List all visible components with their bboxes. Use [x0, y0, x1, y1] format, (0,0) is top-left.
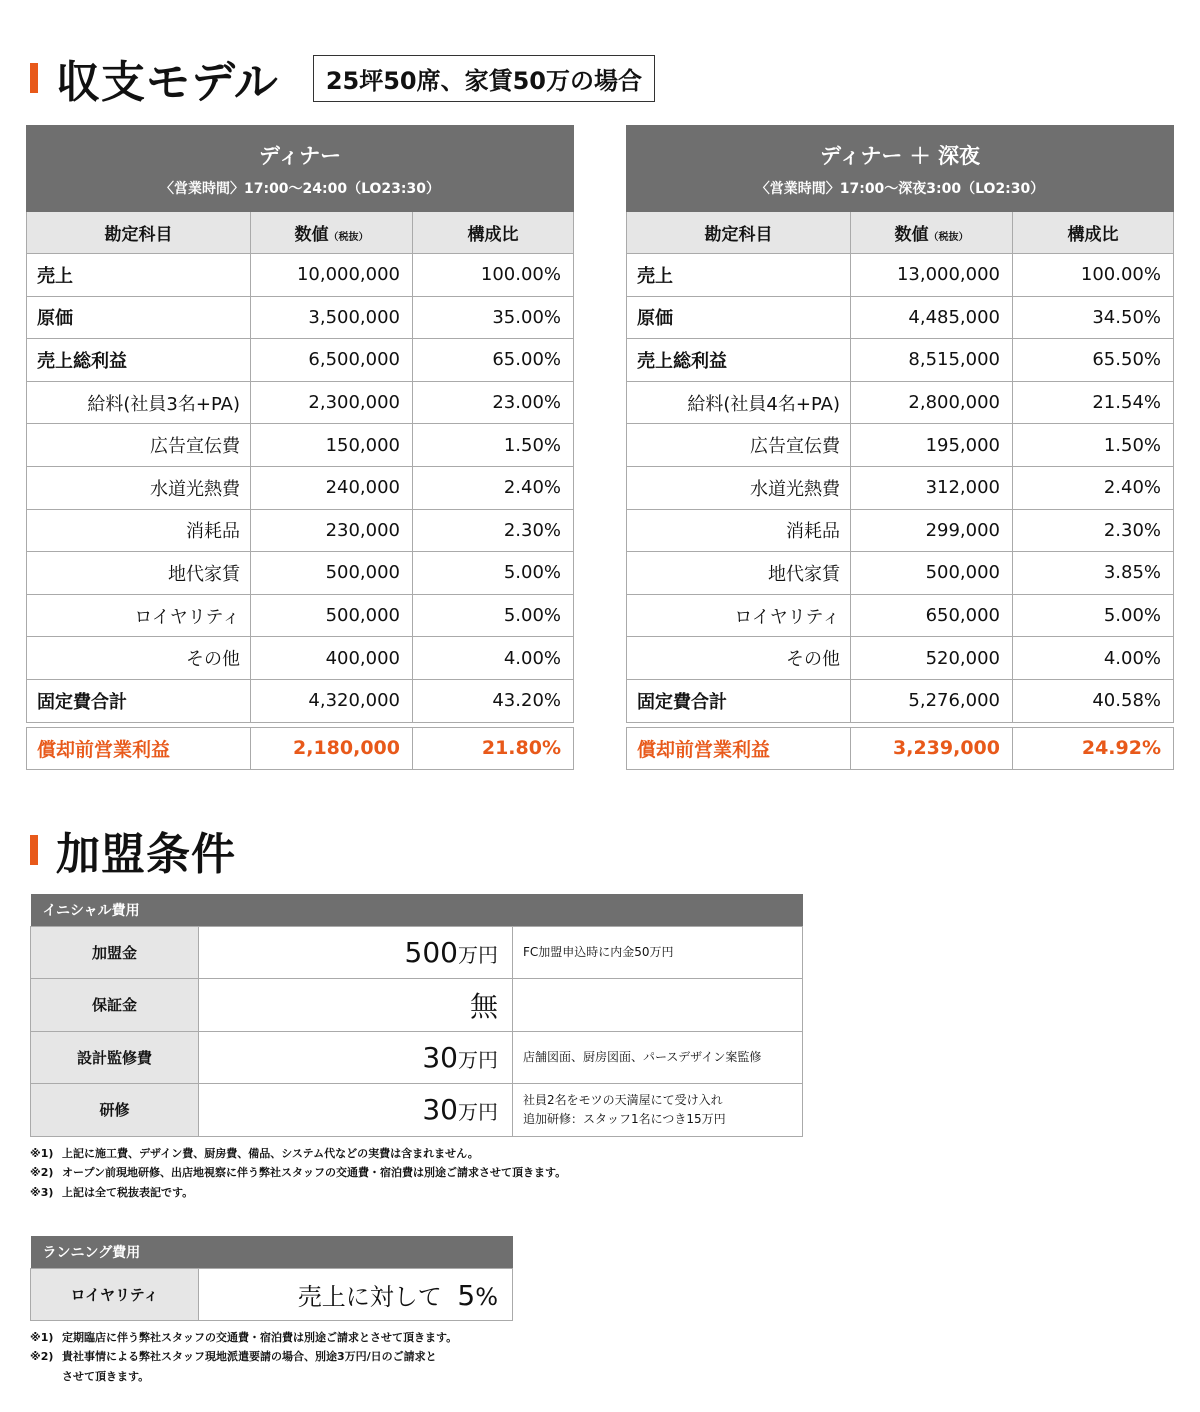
- row-ratio: 23.00%: [413, 381, 574, 424]
- cost-note-line1: FC加盟申込時に内金50万円: [523, 944, 674, 959]
- row-label: 広告宣伝費: [27, 424, 251, 467]
- cost-note: [513, 1031, 803, 1084]
- initial-cost-row: [31, 1084, 803, 1137]
- table-row: [27, 424, 574, 467]
- plan-name: ディナー: [258, 143, 342, 168]
- col-header-item: 勘定科目: [627, 212, 851, 254]
- cost-amount-value: 30: [422, 1093, 458, 1127]
- row-value: 230,000: [251, 509, 413, 552]
- cost-amount-unit: 万円: [458, 1047, 498, 1072]
- row-value: 500,000: [851, 552, 1013, 595]
- section-title: 加盟条件: [56, 829, 236, 880]
- row-ratio: 1.50%: [413, 424, 574, 467]
- cost-amount: [199, 926, 513, 979]
- row-ratio: 43.20%: [413, 679, 574, 722]
- footnote: [30, 1347, 457, 1386]
- section-title: 収支モデル: [56, 57, 279, 108]
- row-ratio: 35.00%: [413, 296, 574, 339]
- row-label: 水道光熱費: [627, 466, 851, 509]
- column-header-row: [627, 212, 1174, 254]
- table-row: [27, 679, 574, 722]
- row-ratio: 4.00%: [1013, 637, 1174, 680]
- row-ratio: 21.54%: [1013, 381, 1174, 424]
- cost-amount-unit: 万円: [458, 1100, 498, 1125]
- footnote: [30, 1183, 566, 1202]
- table-title: [627, 126, 1174, 212]
- section-franchise-terms-heading: [30, 818, 236, 882]
- footnote-text-line: 上記は全て税抜表記です。: [62, 1185, 194, 1199]
- table-row: [27, 594, 574, 637]
- initial-cost-notes: [30, 1144, 566, 1202]
- running-cost-heading: ランニング費用: [31, 1236, 513, 1268]
- cost-amount-value: 30: [422, 1040, 458, 1074]
- table-title: [27, 126, 574, 212]
- footnote-text: [62, 1144, 479, 1163]
- row-ratio: 5.00%: [413, 594, 574, 637]
- cost-item: 設計監修費: [31, 1031, 199, 1084]
- footnote: [30, 1163, 566, 1182]
- table-row: [627, 594, 1174, 637]
- row-ratio: 4.00%: [413, 637, 574, 680]
- row-value: 299,000: [851, 509, 1013, 552]
- business-hours: 〈営業時間〉17:00〜24:00（LO23:30）: [159, 180, 440, 197]
- table-row: [627, 296, 1174, 339]
- running-amount: [199, 1268, 513, 1320]
- cost-amount: [199, 979, 513, 1032]
- footnote-text-line: オープン前現地研修、出店地視察に伴う弊社スタッフの交通費・宿泊費は別途ご請求させて頂きます。: [62, 1166, 567, 1180]
- col-header-value-note: （税抜）: [328, 232, 369, 243]
- row-value: 195,000: [851, 424, 1013, 467]
- col-header-value-label: 数値: [894, 225, 929, 245]
- row-label: 給料(社員3名+PA): [27, 381, 251, 424]
- row-value: 8,515,000: [851, 339, 1013, 382]
- table-row: [627, 509, 1174, 552]
- row-label: 地代家賃: [27, 552, 251, 595]
- accent-bar: [30, 835, 38, 865]
- row-ratio: 2.40%: [413, 466, 574, 509]
- row-ratio: 100.00%: [1013, 254, 1174, 297]
- row-label: ロイヤリティ: [627, 594, 851, 637]
- row-value: 240,000: [251, 466, 413, 509]
- row-label: ロイヤリティ: [27, 594, 251, 637]
- row-ratio: 2.30%: [413, 509, 574, 552]
- row-ratio: 5.00%: [413, 552, 574, 595]
- cost-item: 研修: [31, 1084, 199, 1137]
- row-label: その他: [627, 637, 851, 680]
- footnote-mark: ※1): [30, 1331, 54, 1344]
- footnote-text-line: 貴社事情による弊社スタッフ現地派遣要請の場合、別途3万円/日のご請求と: [62, 1350, 437, 1364]
- cost-item: 加盟金: [31, 926, 199, 979]
- row-label: 売上: [627, 254, 851, 297]
- cost-note: [513, 926, 803, 979]
- row-ratio: 34.50%: [1013, 296, 1174, 339]
- footnote-text-line2: させて頂きます。: [62, 1369, 150, 1383]
- table-row: [27, 466, 574, 509]
- row-value: 520,000: [851, 637, 1013, 680]
- initial-cost-row: [31, 979, 803, 1032]
- row-value: 3,500,000: [251, 296, 413, 339]
- row-value: 6,500,000: [251, 339, 413, 382]
- footnote-text: [62, 1347, 437, 1386]
- running-amount-value: 5: [457, 1278, 476, 1312]
- row-ratio: 3.85%: [1013, 552, 1174, 595]
- row-label: 地代家賃: [627, 552, 851, 595]
- cost-note: [513, 979, 803, 1032]
- row-label: 原価: [627, 296, 851, 339]
- row-value: 500,000: [251, 594, 413, 637]
- table-title-row: [27, 126, 574, 212]
- row-value: 10,000,000: [251, 254, 413, 297]
- accent-bar: [30, 63, 38, 93]
- running-cost-table: [30, 1236, 513, 1321]
- initial-cost-row: [31, 1031, 803, 1084]
- initial-cost-table: [30, 894, 803, 1137]
- row-value: 150,000: [251, 424, 413, 467]
- row-label: 原価: [27, 296, 251, 339]
- row-ratio: 2.30%: [1013, 509, 1174, 552]
- footnote: [30, 1328, 457, 1347]
- row-label: 給料(社員4名+PA): [627, 381, 851, 424]
- col-header-ratio: 構成比: [413, 212, 574, 254]
- cost-item: 保証金: [31, 979, 199, 1032]
- footnote-mark: ※2): [30, 1166, 54, 1180]
- row-value: 13,000,000: [851, 254, 1013, 297]
- cost-amount-value: 500: [404, 935, 458, 969]
- row-value: 2,300,000: [251, 381, 413, 424]
- running-amount-unit: %: [475, 1282, 498, 1311]
- table-row: [627, 679, 1174, 722]
- table-row: [627, 466, 1174, 509]
- footnote-text: [62, 1183, 193, 1202]
- table-row: [627, 637, 1174, 680]
- row-label: 売上総利益: [27, 339, 251, 382]
- table-row: [627, 254, 1174, 297]
- cost-note-line2: 追加研修：スタッフ1名につき15万円: [523, 1111, 726, 1126]
- running-amount-text: 売上に対して: [297, 1282, 442, 1311]
- profit-label: 償却前営業利益: [627, 727, 851, 769]
- profit-row: [627, 727, 1174, 769]
- row-value: 4,485,000: [851, 296, 1013, 339]
- table-row: [27, 254, 574, 297]
- table-row: [27, 637, 574, 680]
- row-value: 400,000: [251, 637, 413, 680]
- cost-amount: [199, 1084, 513, 1137]
- column-header-row: [27, 212, 574, 254]
- cost-amount-value: 無: [469, 989, 498, 1023]
- running-cost-notes: [30, 1328, 457, 1386]
- table-row: [627, 339, 1174, 382]
- table-row: [27, 296, 574, 339]
- row-label: 消耗品: [627, 509, 851, 552]
- business-hours: 〈営業時間〉17:00〜深夜3:00（LO2:30）: [755, 180, 1045, 197]
- cost-note-line1: 店舗図面、厨房図面、パースデザイン案監修: [523, 1049, 762, 1064]
- footnote-text-line: 定期臨店に伴う弊社スタッフの交通費・宿泊費は別途ご請求とさせて頂きます。: [62, 1331, 458, 1344]
- row-label: その他: [27, 637, 251, 680]
- row-label: 広告宣伝費: [627, 424, 851, 467]
- section-subtitle: 25坪50席、家賃50万の場合: [313, 55, 655, 102]
- table-title-row: [627, 126, 1174, 212]
- row-ratio: 40.58%: [1013, 679, 1174, 722]
- section-revenue-model-heading: [30, 46, 655, 110]
- initial-cost-heading: イニシャル費用: [31, 894, 803, 926]
- row-ratio: 2.40%: [1013, 466, 1174, 509]
- col-header-value-note: （税抜）: [928, 232, 969, 243]
- table-row: [627, 552, 1174, 595]
- table-row: [27, 381, 574, 424]
- row-ratio: 5.00%: [1013, 594, 1174, 637]
- row-value: 312,000: [851, 466, 1013, 509]
- col-header-item: 勘定科目: [27, 212, 251, 254]
- cost-note-line1: 社員2名をモツの天満屋にて受け入れ: [523, 1092, 723, 1107]
- row-ratio: 1.50%: [1013, 424, 1174, 467]
- row-label: 固定費合計: [627, 679, 851, 722]
- initial-cost-row: [31, 926, 803, 979]
- pl-table-dinner-late-night: [626, 125, 1174, 770]
- col-header-ratio: 構成比: [1013, 212, 1174, 254]
- table-row: [27, 339, 574, 382]
- col-header-value: [251, 212, 413, 254]
- footnote-text: [62, 1328, 457, 1347]
- row-ratio: 65.00%: [413, 339, 574, 382]
- pl-table-dinner: [26, 125, 574, 770]
- col-header-value-label: 数値: [294, 225, 329, 245]
- profit-value: 2,180,000: [251, 727, 413, 769]
- footnote-text: [62, 1163, 566, 1182]
- row-label: 固定費合計: [27, 679, 251, 722]
- footnote-text-line: 上記に施工費、デザイン費、厨房費、備品、システム代などの実費は含まれません。: [62, 1147, 479, 1160]
- cost-amount-unit: 万円: [458, 942, 498, 967]
- row-value: 4,320,000: [251, 679, 413, 722]
- cost-amount: [199, 1031, 513, 1084]
- profit-ratio: 21.80%: [413, 727, 574, 769]
- table-row: [627, 424, 1174, 467]
- profit-row: [27, 727, 574, 769]
- row-label: 売上総利益: [627, 339, 851, 382]
- row-ratio: 100.00%: [413, 254, 574, 297]
- footnote-mark: ※2): [30, 1350, 54, 1364]
- table-row: [27, 552, 574, 595]
- footnote-mark: ※3): [30, 1185, 54, 1199]
- profit-label: 償却前営業利益: [27, 727, 251, 769]
- row-label: 消耗品: [27, 509, 251, 552]
- row-value: 500,000: [251, 552, 413, 595]
- profit-ratio: 24.92%: [1013, 727, 1174, 769]
- col-header-value: [851, 212, 1013, 254]
- running-key: ロイヤリティ: [31, 1268, 199, 1320]
- cost-note: [513, 1084, 803, 1137]
- table-row: [27, 509, 574, 552]
- row-value: 650,000: [851, 594, 1013, 637]
- table-row: [627, 381, 1174, 424]
- row-value: 2,800,000: [851, 381, 1013, 424]
- row-label: 水道光熱費: [27, 466, 251, 509]
- plan-name: ディナー ＋ 深夜: [820, 143, 980, 168]
- footnote: [30, 1144, 566, 1163]
- row-label: 売上: [27, 254, 251, 297]
- row-ratio: 65.50%: [1013, 339, 1174, 382]
- footnote-mark: ※1): [30, 1147, 54, 1160]
- row-value: 5,276,000: [851, 679, 1013, 722]
- profit-value: 3,239,000: [851, 727, 1013, 769]
